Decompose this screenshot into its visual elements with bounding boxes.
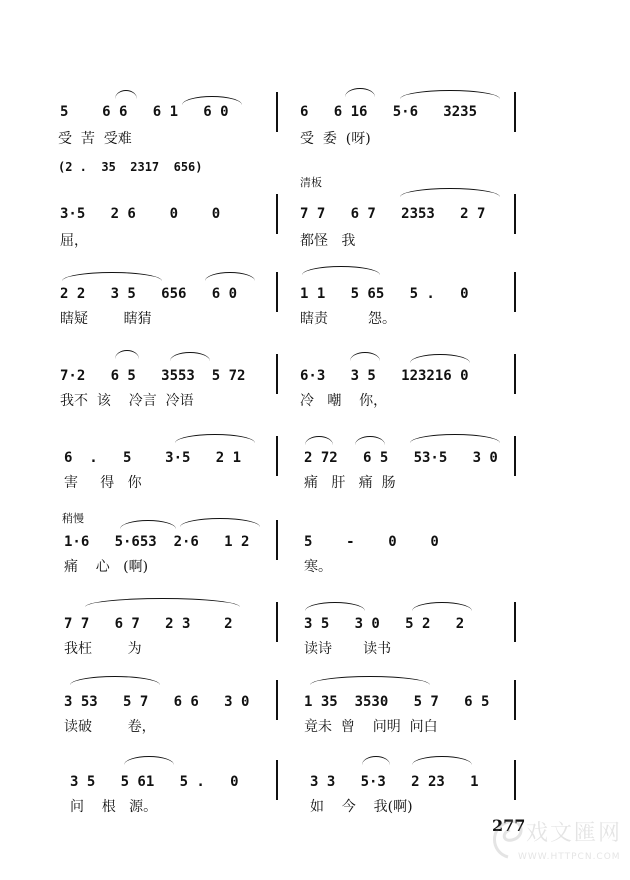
left-measure-notes: 7 7 6 7 2 3 2	[64, 616, 233, 632]
left-measure-lyrics: 问 根 源。	[70, 799, 158, 815]
bar-line	[276, 680, 278, 720]
bar-line	[514, 760, 516, 800]
score-system	[0, 266, 630, 356]
right-measure-lyrics: 寒。	[304, 559, 332, 575]
tempo-marking: 清板	[300, 176, 322, 189]
left-measure-lyrics: 屈，	[60, 233, 88, 249]
right-measure-notes: 6 6 16 5·6 3235	[300, 104, 478, 120]
bar-line	[276, 520, 278, 560]
bar-line	[276, 760, 278, 800]
slur	[410, 434, 500, 443]
slur	[362, 756, 390, 765]
left-measure-notes: 3 5 5 61 5 . 0	[70, 774, 239, 790]
bar-line	[514, 436, 516, 476]
right-measure-notes: 2 72 6 5 53·5 3 0	[304, 450, 498, 466]
bar-line	[514, 194, 516, 234]
score-system	[0, 430, 630, 520]
left-measure-lyrics: 害 得 你	[64, 475, 142, 491]
slur	[62, 272, 162, 281]
slur	[412, 756, 472, 765]
bar-line	[276, 272, 278, 312]
bar-line	[514, 272, 516, 312]
bar-line	[276, 354, 278, 394]
slur	[120, 520, 176, 529]
slur	[115, 350, 139, 359]
slur	[124, 756, 174, 765]
right-measure-notes: 1 1 5 65 5 . 0	[300, 286, 469, 302]
left-measure-notes: 3 53 5 7 6 6 3 0	[64, 694, 250, 710]
bar-line	[276, 194, 278, 234]
bar-line	[514, 680, 516, 720]
score-system	[0, 594, 630, 684]
left-measure-notes: 5 6 6 6 1 6 0	[60, 104, 229, 120]
slur	[400, 90, 500, 99]
bar-line	[514, 92, 516, 132]
bar-line	[276, 436, 278, 476]
slur	[115, 90, 137, 99]
slur	[180, 518, 260, 527]
slur	[350, 352, 380, 361]
right-measure-lyrics: 都怪 我	[300, 233, 356, 249]
slur	[400, 188, 500, 197]
right-measure-notes: 3 3 5·3 2 23 1	[310, 774, 479, 790]
left-measure-lyrics: 瞎疑 瞎猜	[60, 311, 152, 327]
left-measure-lyrics: 痛 心 (啊)	[64, 559, 149, 575]
slur	[310, 676, 430, 685]
slur	[305, 436, 333, 445]
score-system	[0, 86, 630, 176]
score-system	[0, 512, 630, 602]
left-measure-notes: 1·6 5·653 2·6 1 2	[64, 534, 250, 550]
bar-line	[276, 92, 278, 132]
right-measure-notes: 7 7 6 7 2353 2 7	[300, 206, 486, 222]
slur	[305, 602, 365, 611]
score-system	[0, 672, 630, 762]
tempo-marking: 稍慢	[62, 512, 84, 525]
bar-line	[276, 602, 278, 642]
left-measure-lyrics: 我不 该 冷言 冷语	[60, 393, 194, 409]
left-measure-lyrics: 受 苦 受难	[58, 131, 132, 147]
left-measure-notes: 7·2 6 5 3553 5 72	[60, 368, 246, 384]
left-measure-notes: 2 2 3 5 656 6 0	[60, 286, 238, 302]
right-measure-notes: 1 35 3530 5 7 6 5	[304, 694, 490, 710]
slur	[345, 88, 375, 97]
right-measure-notes: 5 - 0 0	[304, 534, 439, 550]
slur	[302, 266, 380, 275]
slur	[70, 676, 160, 685]
right-measure-lyrics: 痛 肝 痛 肠	[304, 475, 396, 491]
left-measure-notes: 3·5 2 6 0 0	[60, 206, 221, 222]
watermark-brand: 戏文匯网	[526, 821, 623, 846]
left-measure-lyrics: 我枉 为	[64, 641, 142, 657]
slur	[412, 602, 472, 611]
watermark-url: WWW.HTTPCN.COM	[518, 852, 621, 862]
right-measure-lyrics: 竟未 曾 问明 问白	[304, 719, 438, 735]
right-measure-lyrics: 瞎责 怨。	[300, 311, 397, 327]
bar-line	[514, 354, 516, 394]
slur	[85, 598, 240, 607]
right-measure-lyrics: 冷 嘲 你，	[300, 393, 388, 409]
page-number: 277	[492, 816, 526, 835]
right-measure-lyrics: 如 今 我(啊)	[310, 799, 413, 815]
left-measure-lyrics: 读破 卷，	[64, 719, 156, 735]
slur	[175, 434, 255, 443]
slur	[170, 352, 210, 361]
slur	[410, 354, 470, 363]
slur	[205, 272, 255, 281]
score-system	[0, 348, 630, 438]
watermark-logo	[488, 812, 624, 872]
slur	[355, 436, 385, 445]
score-system	[0, 178, 630, 268]
right-measure-lyrics: 受 委 (呀)	[300, 131, 371, 147]
bar-line	[514, 602, 516, 642]
right-measure-notes: 3 5 3 0 5 2 2	[304, 616, 465, 632]
right-measure-notes: 6·3 3 5 123216 0	[300, 368, 469, 384]
right-measure-lyrics: 读诗 读书	[304, 641, 392, 657]
intro-phrase: (2 . 35 2317 656)	[58, 160, 203, 174]
left-measure-notes: 6 . 5 3·5 2 1	[64, 450, 242, 466]
